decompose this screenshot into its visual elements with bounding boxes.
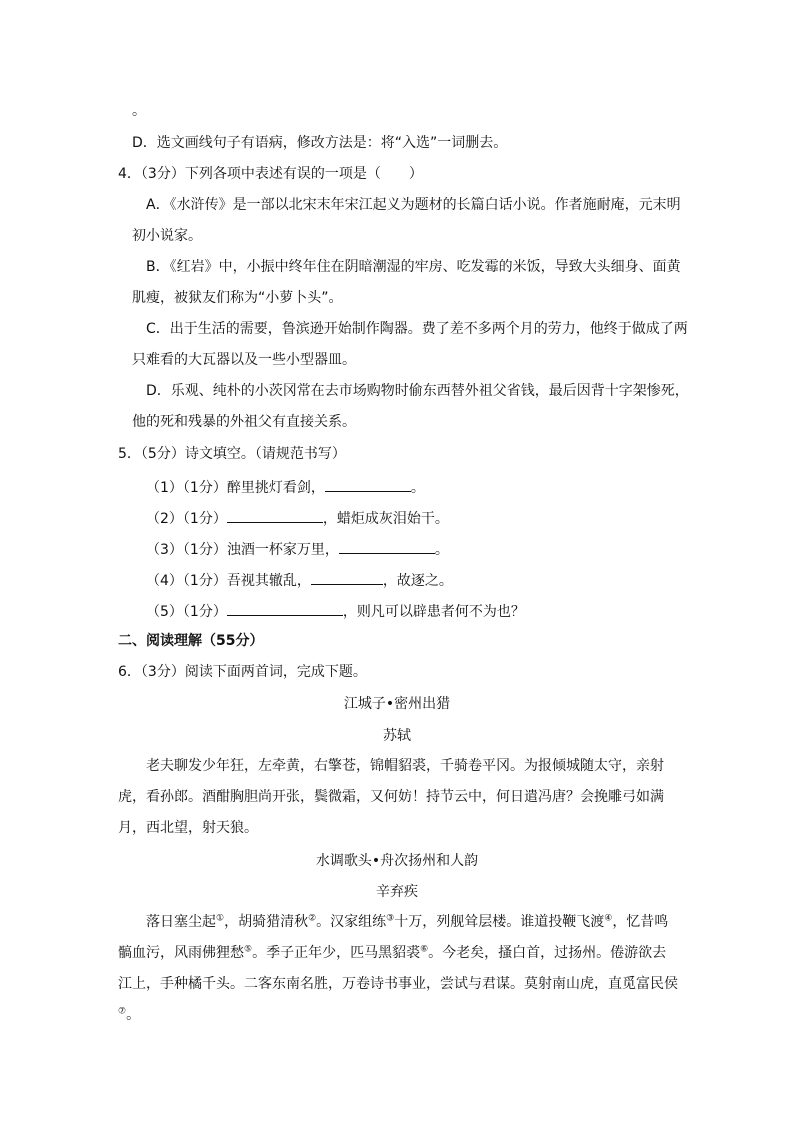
poem2-segment: 。季子正年少，匹马黑貂裘 <box>252 945 421 961</box>
answer-blank[interactable] <box>325 476 411 492</box>
poem2-text <box>118 907 678 1031</box>
text-line: 。 <box>132 103 146 119</box>
q5-item-1-prompt: （1）（1分）醉里挑灯看剑， <box>146 480 325 496</box>
q5-item-5 <box>146 600 525 622</box>
footnote-marker: ③ <box>386 913 395 924</box>
q4-option-d-cont: 他的死和残暴的外祖父有直接关系。 <box>132 414 356 430</box>
poem2-segment: 。 <box>126 1007 141 1023</box>
q5-item-2 <box>146 507 449 529</box>
poem2-segment: ，忆昔鸣髇血污，风雨佛狸愁 <box>118 914 669 961</box>
question-5: 5．（5分）诗文填空。（请规范书写） <box>118 446 346 462</box>
q5-item-4-prompt: （4）（1分）吾视其辙乱， <box>146 573 311 589</box>
section-heading: 二、阅读理解（55分） <box>118 633 264 649</box>
q5-item-3-end: 。 <box>434 542 449 558</box>
answer-blank[interactable] <box>227 507 323 523</box>
footnote-marker: ② <box>308 913 317 924</box>
q4-option-b: B．《红岩》中，小振中终年住在阴暗潮湿的牢房、吃发霉的米饭，导致大头细身、面黄 <box>146 259 681 275</box>
answer-blank[interactable] <box>227 600 343 616</box>
q5-item-1-end: 。 <box>410 480 425 496</box>
poem2-segment: 。今老矣，搔白首，过扬州。倦游欲去江上，手种橘千头。二客东南名胜，万卷诗书事业，尝试与君谋。莫射南山虎，直觅富民侯 <box>118 945 678 992</box>
question-4: 4．（3分）下列各项中表述有误的一项是（ ） <box>118 166 423 182</box>
q5-item-2-end: ，蜡炬成灰泪始干。 <box>322 511 449 527</box>
q4-option-a: A．《水浒传》是一部以北宋末年宋江起义为题材的长篇白话小说。作者施耐庵，元末明 <box>146 197 681 213</box>
footnote-marker: ⑥ <box>420 944 429 955</box>
q4-option-c-cont: 只难看的大瓦器以及一些小型器皿。 <box>132 352 356 368</box>
q5-item-5-prompt: （5）（1分） <box>146 604 227 620</box>
footnote-marker: ⑦ <box>118 1006 127 1017</box>
answer-blank[interactable] <box>339 538 435 554</box>
q4-option-b-cont: 肌瘦，被狱友们称为“小萝卜头”。 <box>132 290 343 306</box>
option-d-line: D．选文画线句子有语病，修改方法是：将“入选”一词删去。 <box>132 135 508 151</box>
answer-blank[interactable] <box>311 569 383 585</box>
poem1-text: 老夫聊发少年狂，左牵黄，右擎苍，锦帽貂裘，千骑卷平冈。为报倾城随太守，亲射虎，看孙郎。酒酣胸胆尚开张，鬓微霜，又何妨！持节云中，何日遣冯唐？会挽雕弓如满月，西北望，射天狼。 <box>118 758 664 836</box>
poem2-segment: 。汉家组练 <box>316 914 387 930</box>
q5-item-3 <box>146 538 449 560</box>
q4-option-a-cont: 初小说家。 <box>132 228 202 244</box>
q5-item-4 <box>146 569 453 591</box>
poem2-author: 辛弃疾 <box>376 884 418 900</box>
poem1-title: 江城子•密州出猎 <box>343 696 451 712</box>
footnote-marker: ④ <box>604 913 613 924</box>
poem2-segment: 十万，列舰耸层楼。谁道投鞭飞渡 <box>394 914 605 930</box>
footnote-marker: ① <box>216 913 225 924</box>
q5-item-1 <box>146 476 425 498</box>
q5-item-4-end: ，故逐之。 <box>382 573 453 589</box>
q4-option-c: C．出于生活的需要，鲁滨逊开始制作陶器。费了差不多两个月的劳力，他终于做成了两 <box>146 321 688 337</box>
q5-item-3-prompt: （3）（1分）浊酒一杯家万里， <box>146 542 339 558</box>
footnote-marker: ⑤ <box>244 944 253 955</box>
q5-item-2-prompt: （2）（1分） <box>146 511 227 527</box>
question-6: 6．（3分）阅读下面两首词，完成下题。 <box>118 664 367 680</box>
poem2-title: 水调歌头•舟次扬州和人韵 <box>315 853 479 869</box>
poem2-segment: ，胡骑猎清秋 <box>224 914 309 930</box>
poem2-segment: 落日塞尘起 <box>146 914 216 930</box>
q4-option-d: D．乐观、纯朴的小茨冈常在去市场购物时偷东西替外祖父省钱，最后因背十字架惨死， <box>146 383 689 399</box>
q5-item-5-end: ，则凡可以辟患者何不为也？ <box>342 604 525 620</box>
poem1-author: 苏轼 <box>383 728 411 744</box>
